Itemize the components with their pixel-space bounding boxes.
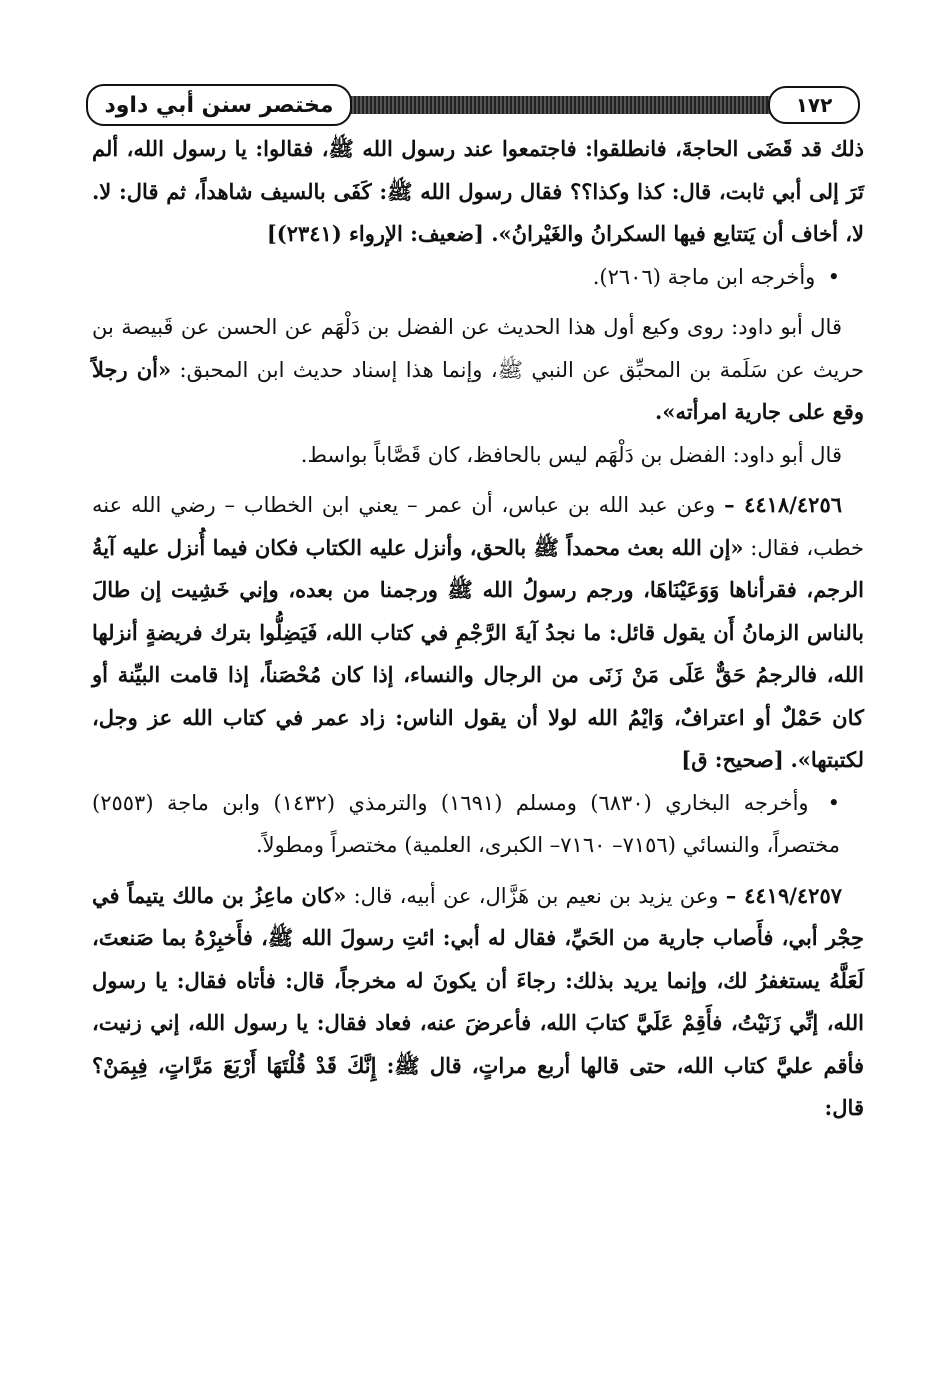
- hadith-continuation: [92, 128, 864, 256]
- hadith-text: ذلك قد قَضَى الحاجةَ، فانطلقوا: فاجتمعوا عند رسول الله ﷺ، فقالوا: يا رسول الله، ألم تَرَ إلى أبي ثابت، قال: كذا وكذا؟؟ فقال رسول الله ﷺ: كَفَى بالسيف شاهداً، ثم قال: لا. لا، أخاف أن يَتتايع فيها السكرانُ والغَيْرانُ».: [92, 136, 864, 246]
- takhrij-note: [92, 256, 864, 299]
- comment-text: قال أبو داود: روى وكيع أول هذا الحديث عن الفضل بن دَلْهَم عن الحسن عن قَبيصة بن حريث عن سَلَمة بن المحبِّق عن النبي ﷺ، وإنما هذا إسناد حديث ابن المحبق:: [92, 315, 864, 382]
- abu-dawud-comment-2: [92, 434, 864, 477]
- hadith-isnad: وعن يزيد بن نعيم بن هَزَّال، عن أبيه، قال:: [353, 883, 719, 908]
- hadith-grade: [صحيح: ق]: [681, 747, 784, 772]
- takhrij-note: [92, 782, 864, 867]
- comment-text: قال أبو داود: الفضل بن دَلْهَم ليس بالحافظ، كان قَصَّاباً بواسط.: [300, 442, 842, 467]
- hadith-grade: [ضعيف: الإرواء (٢٣٤١)]: [266, 221, 484, 246]
- bullet-icon: •: [827, 790, 840, 815]
- abu-dawud-comment: [92, 306, 864, 434]
- hadith-number: ٤٤١٩/٤٢٥٧ –: [725, 882, 843, 908]
- hadith-isnad: وعن عبد الله بن عباس، أن عمر – يعني ابن الخطاب – رضي الله عنه خطب، فقال:: [92, 493, 864, 560]
- takhrij-text: وأخرجه البخاري (٦٨٣٠) ومسلم (١٦٩١) والترمذي (١٤٣٢) وابن ماجة (٢٥٥٣) مختصراً، والنسائي (٧١٥٦– ٧١٦٠– الكبرى، العلمية) مختصراً ومطولاً.: [92, 790, 840, 857]
- page-content: [92, 128, 864, 1130]
- hadith-number: ٤٤١٨/٤٢٥٦ –: [724, 492, 842, 517]
- hadith-4257: [92, 875, 864, 1130]
- takhrij-text: وأخرجه ابن ماجة (٢٦٠٦).: [592, 264, 816, 289]
- page-header: [86, 82, 864, 128]
- hadith-matn: «كان ماعِزُ بن مالك يتيماً في حِجْر أبي، فأَصاب جارية من الحَيِّ، فقال له أبي: ائتِ رسولَ الله ﷺ، فأَخبِرْهُ بما صَنعتَ، لَعَلَّهُ يستغفرُ لك، وإنما يريد بذلك: رجاءَ أن يكونَ له مخرجاً، قال: فأتاه فقال: يا رسول الله، إنِّي زَنَيْتُ، فأَقِمْ عَلَيَّ كتابَ الله، فأعرضَ عنه، فعاد فقال: يا رسول الله، إني زنيت، فأقم عليَّ كتاب الله، حتى قالها أربع مراتٍ، قال ﷺ: إِنَّكَ قَدْ قُلْتَهَا أَرْبَعَ مَرَّاتٍ، فِبِمَنْ؟ قال:: [92, 882, 864, 1120]
- hadith-matn: «إن الله بعث محمداً ﷺ بالحق، وأنزل عليه الكتاب فكان فيما أُنزل عليه آيةُ الرجم، فقرأناها وَوَعَيْنَاهَا، ورجم رسولُ الله ﷺ ورجمنا من بعده، وإني خَشِيت إن طالَ بالناس الزمانُ أَن يقول قائل: ما نجدُ آيةَ الرَّجْمِ في كتاب الله، فَيَضِلُّوا بترك فريضةٍ أنزلها الله، فالرجمُ حَقٌّ عَلَى مَنْ زَنَى من الرجال والنساء، إذا كان مُحْصَناً، إذا قامت البيِّنة أو كان حَمْلٌ أو اعترافٌ، وَايْمُ الله لولا أن يقول الناس: زاد عمر في كتاب الله عز وجل، لكتبتها».: [92, 534, 864, 772]
- book-title: مختصر سنن أبي داود: [86, 84, 352, 126]
- page-number: ١٧٢: [768, 86, 860, 124]
- hadith-4256: [92, 484, 864, 782]
- bullet-icon: •: [827, 264, 840, 289]
- comment-quote: «أن رجلاً وقع على جارية امرأته».: [92, 356, 864, 424]
